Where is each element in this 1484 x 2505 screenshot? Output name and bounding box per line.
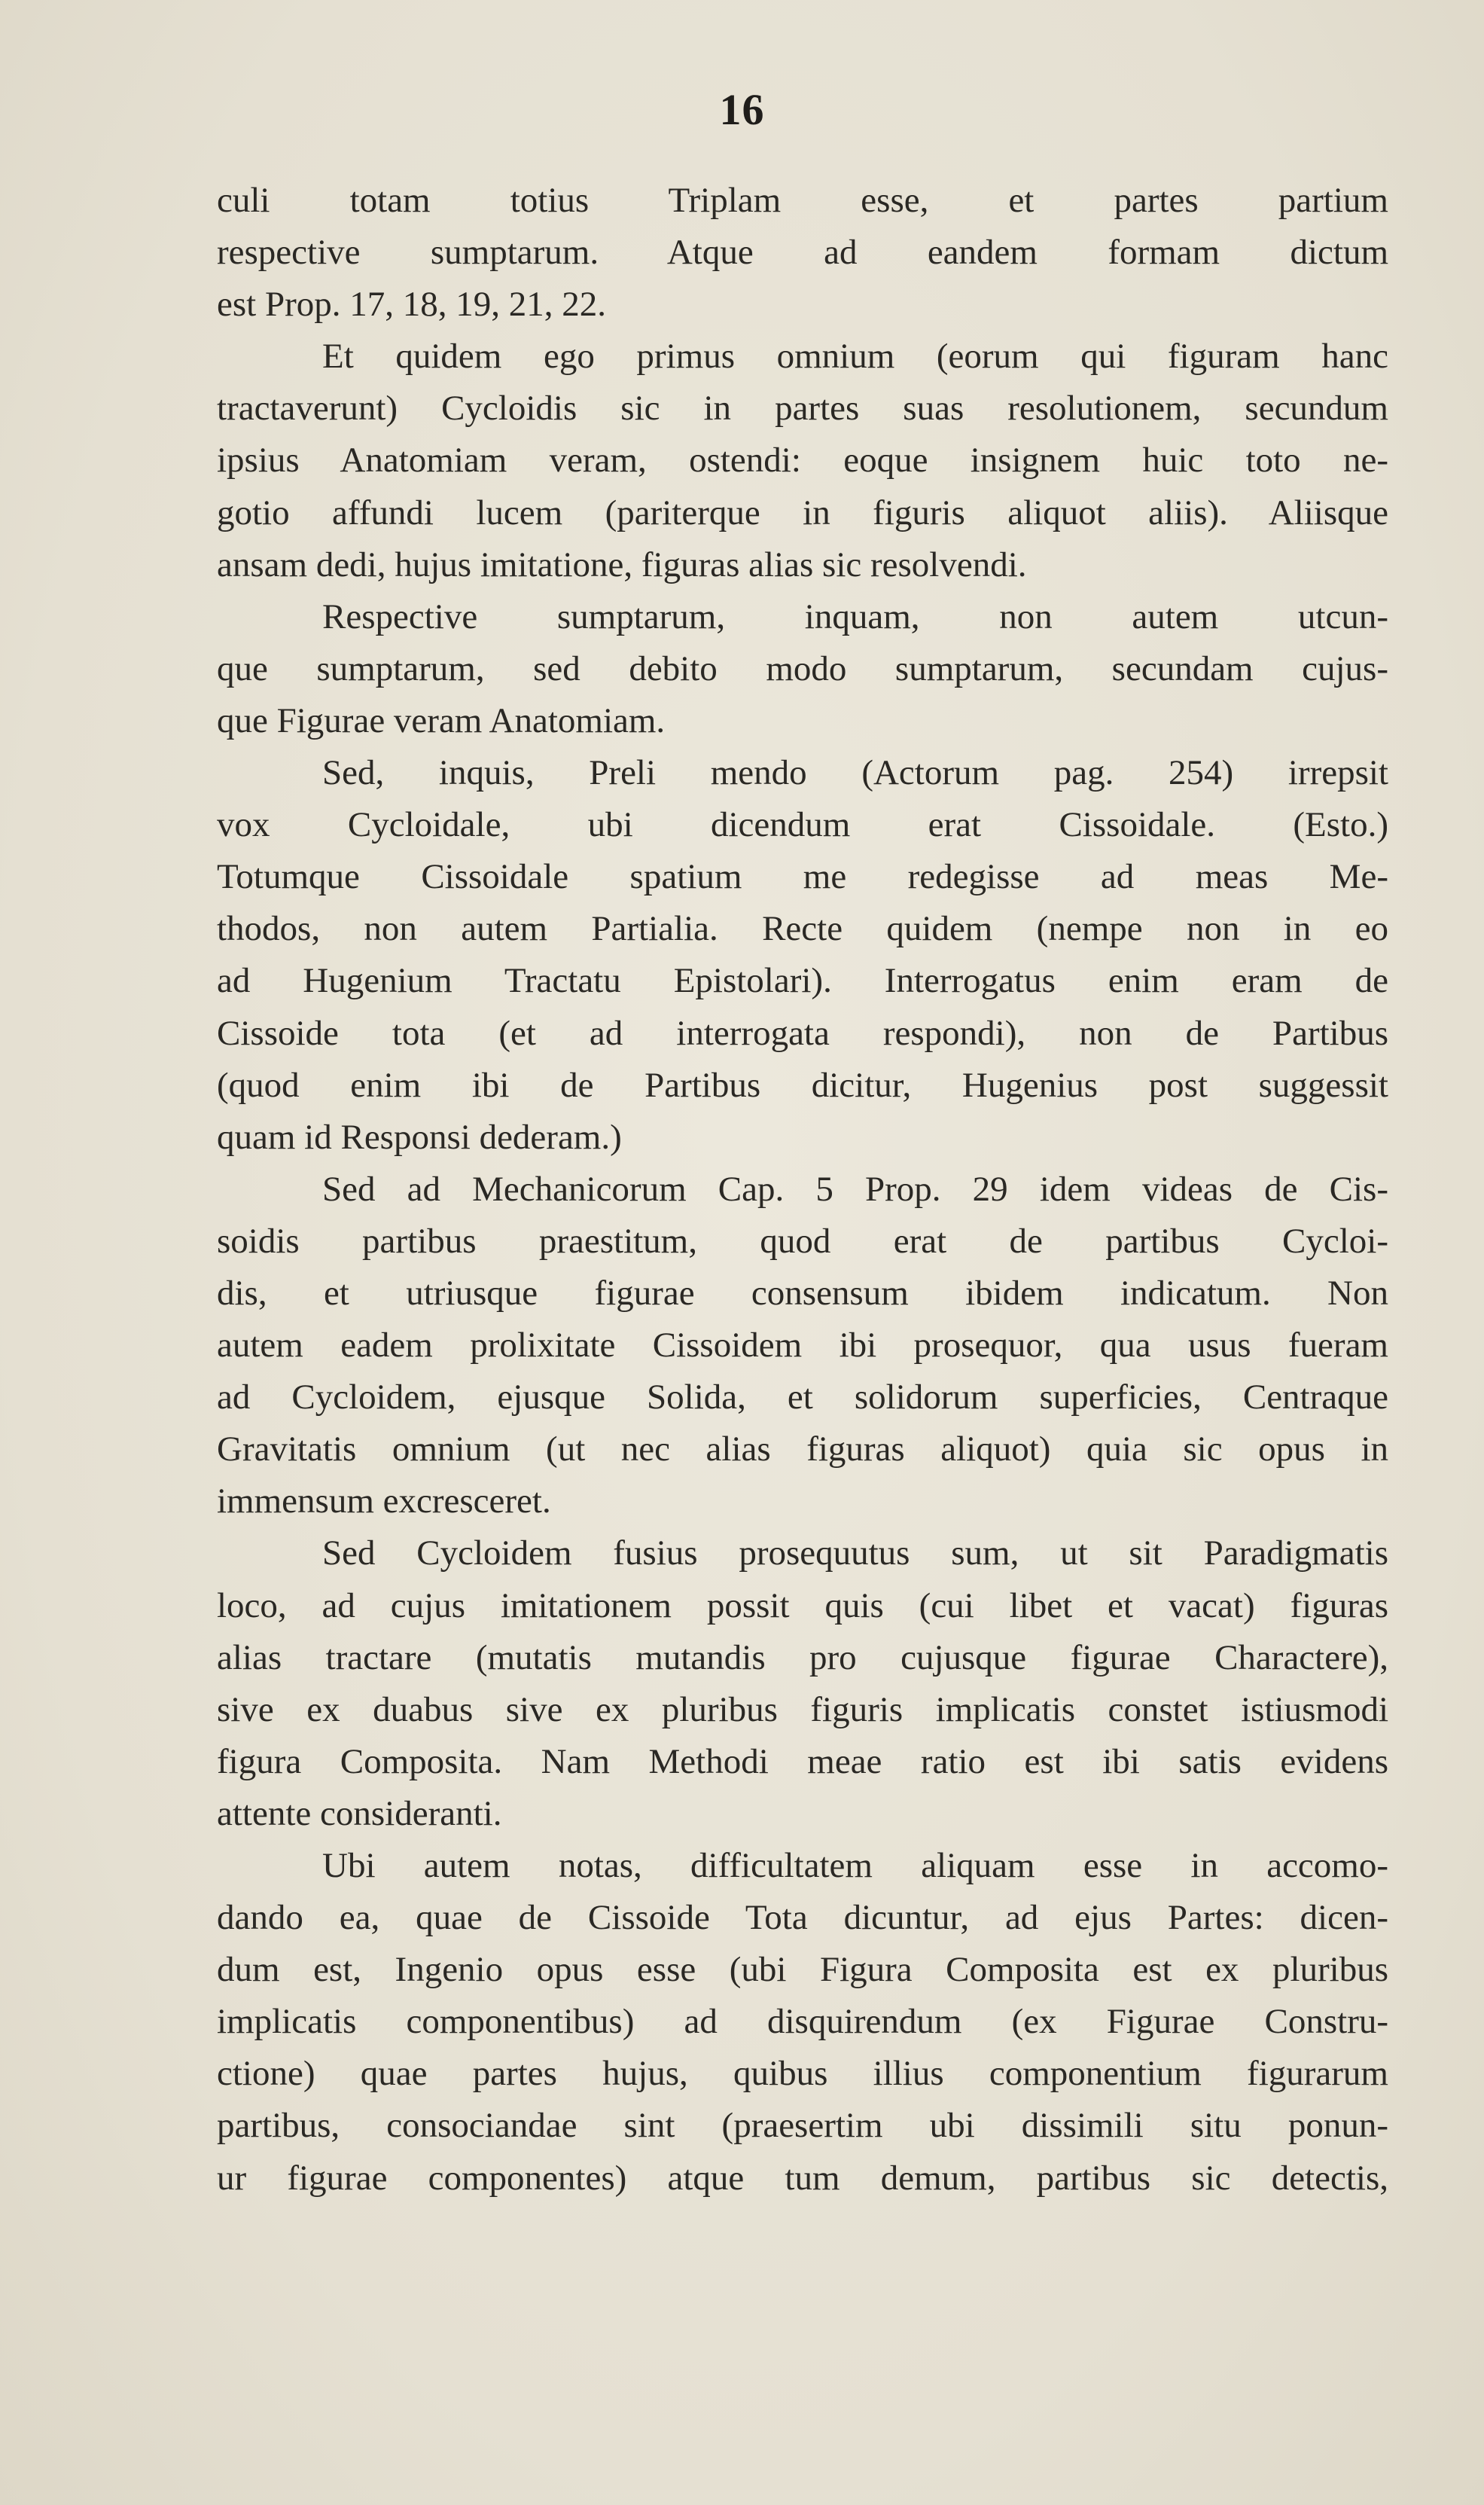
- text-line: Ubi autem notas, difficultatem aliquam esse in accomo-: [322, 1846, 1388, 1885]
- text-line: implicatis componentibus) ad disquirendum (ex Figurae Constru-: [217, 2002, 1388, 2042]
- text-line: ctione) quae partes hujus, quibus illius componentium figurarum: [217, 2054, 1388, 2094]
- text-line: Totumque Cissoidale spatium me redegisse ad meas Me-: [217, 857, 1388, 897]
- text-line: tractaverunt) Cycloidis sic in partes suas resolutionem, secundum: [217, 389, 1388, 429]
- page-number: 16: [719, 85, 765, 134]
- text-line: que sumptarum, sed debito modo sumptarum, secundam cujus-: [217, 648, 1388, 688]
- text-line: ad Cycloidem, ejusque Solida, et solidorum superficies, Centraque: [217, 1378, 1388, 1417]
- text-line: loco, ad cujus imitationem possit quis (cui libet et vacat) figuras: [217, 1585, 1388, 1625]
- text-line: partibus, consociandae sint (praesertim ubi dissimili situ ponun-: [217, 2106, 1388, 2146]
- text-line: Sed ad Mechanicorum Cap. 5 Prop. 29 idem videas de Cis-: [322, 1169, 1388, 1209]
- text-line: dis, et utriusque figurae consensum ibidem indicatum. Non: [217, 1273, 1388, 1313]
- text-line: ansam dedi, hujus imitatione, figuras alias sic resolvendi.: [217, 545, 1027, 584]
- text-line: respective sumptarum. Atque ad eandem formam dictum: [217, 233, 1388, 273]
- text-line: (quod enim ibi de Partibus dicitur, Hugenius post suggessit: [217, 1065, 1388, 1105]
- text-line: dando ea, quae de Cissoide Tota dicuntur, ad ejus Partes: dicen-: [217, 1898, 1388, 1938]
- text-line: immensum excresceret.: [217, 1481, 551, 1521]
- text-line: est Prop. 17, 18, 19, 21, 22.: [217, 285, 606, 325]
- text-line: quam id Responsi dederam.): [217, 1117, 622, 1157]
- text-line: figura Composita. Nam Methodi meae ratio est ibi satis evidens: [217, 1741, 1388, 1781]
- text-line: culi totam totius Triplam esse, et partes partium: [217, 181, 1388, 220]
- text-line: ipsius Anatomiam veram, ostendi: eoque insignem huic toto ne-: [217, 441, 1388, 481]
- text-line: soidis partibus praestitum, quod erat de partibus Cycloi-: [217, 1221, 1388, 1261]
- text-line: Et quidem ego primus omnium (eorum qui figuram hanc: [322, 337, 1388, 377]
- text-line: ur figurae componentes) atque tum demum, partibus sic detectis,: [217, 2158, 1388, 2198]
- text-line: que Figurae veram Anatomiam.: [217, 700, 666, 740]
- text-line: sive ex duabus sive ex pluribus figuris implicatis constet istiusmodi: [217, 1689, 1388, 1729]
- text-line: autem eadem prolixitate Cissoidem ibi prosequor, qua usus fueram: [217, 1326, 1388, 1365]
- body-text: [217, 175, 1388, 2204]
- text-line: Respective sumptarum, inquam, non autem utcun-: [322, 597, 1388, 636]
- text-line: vox Cycloidale, ubi dicendum erat Cissoidale. (Esto.): [217, 805, 1388, 845]
- text-line: Sed, inquis, Preli mendo (Actorum pag. 254) irrepsit: [322, 753, 1388, 793]
- text-line: ad Hugenium Tractatu Epistolari). Interrogatus enim eram de: [217, 961, 1388, 1001]
- text-line: dum est, Ingenio opus esse (ubi Figura Composita est ex pluribus: [217, 1950, 1388, 1990]
- text-line: gotio affundi lucem (pariterque in figuris aliquot aliis). Aliisque: [217, 493, 1388, 532]
- text-line: thodos, non autem Partialia. Recte quidem (nempe non in eo: [217, 909, 1388, 949]
- text-line: Gravitatis omnium (ut nec alias figuras aliquot) quia sic opus in: [217, 1429, 1388, 1469]
- text-line: Sed Cycloidem fusius prosequutus sum, ut sit Paradigmatis: [322, 1533, 1388, 1573]
- text-line: alias tractare (mutatis mutandis pro cujusque figurae Charactere),: [217, 1637, 1388, 1677]
- text-line: Cissoide tota (et ad interrogata respondi), non de Partibus: [217, 1013, 1388, 1053]
- text-line: attente consideranti.: [217, 1793, 502, 1833]
